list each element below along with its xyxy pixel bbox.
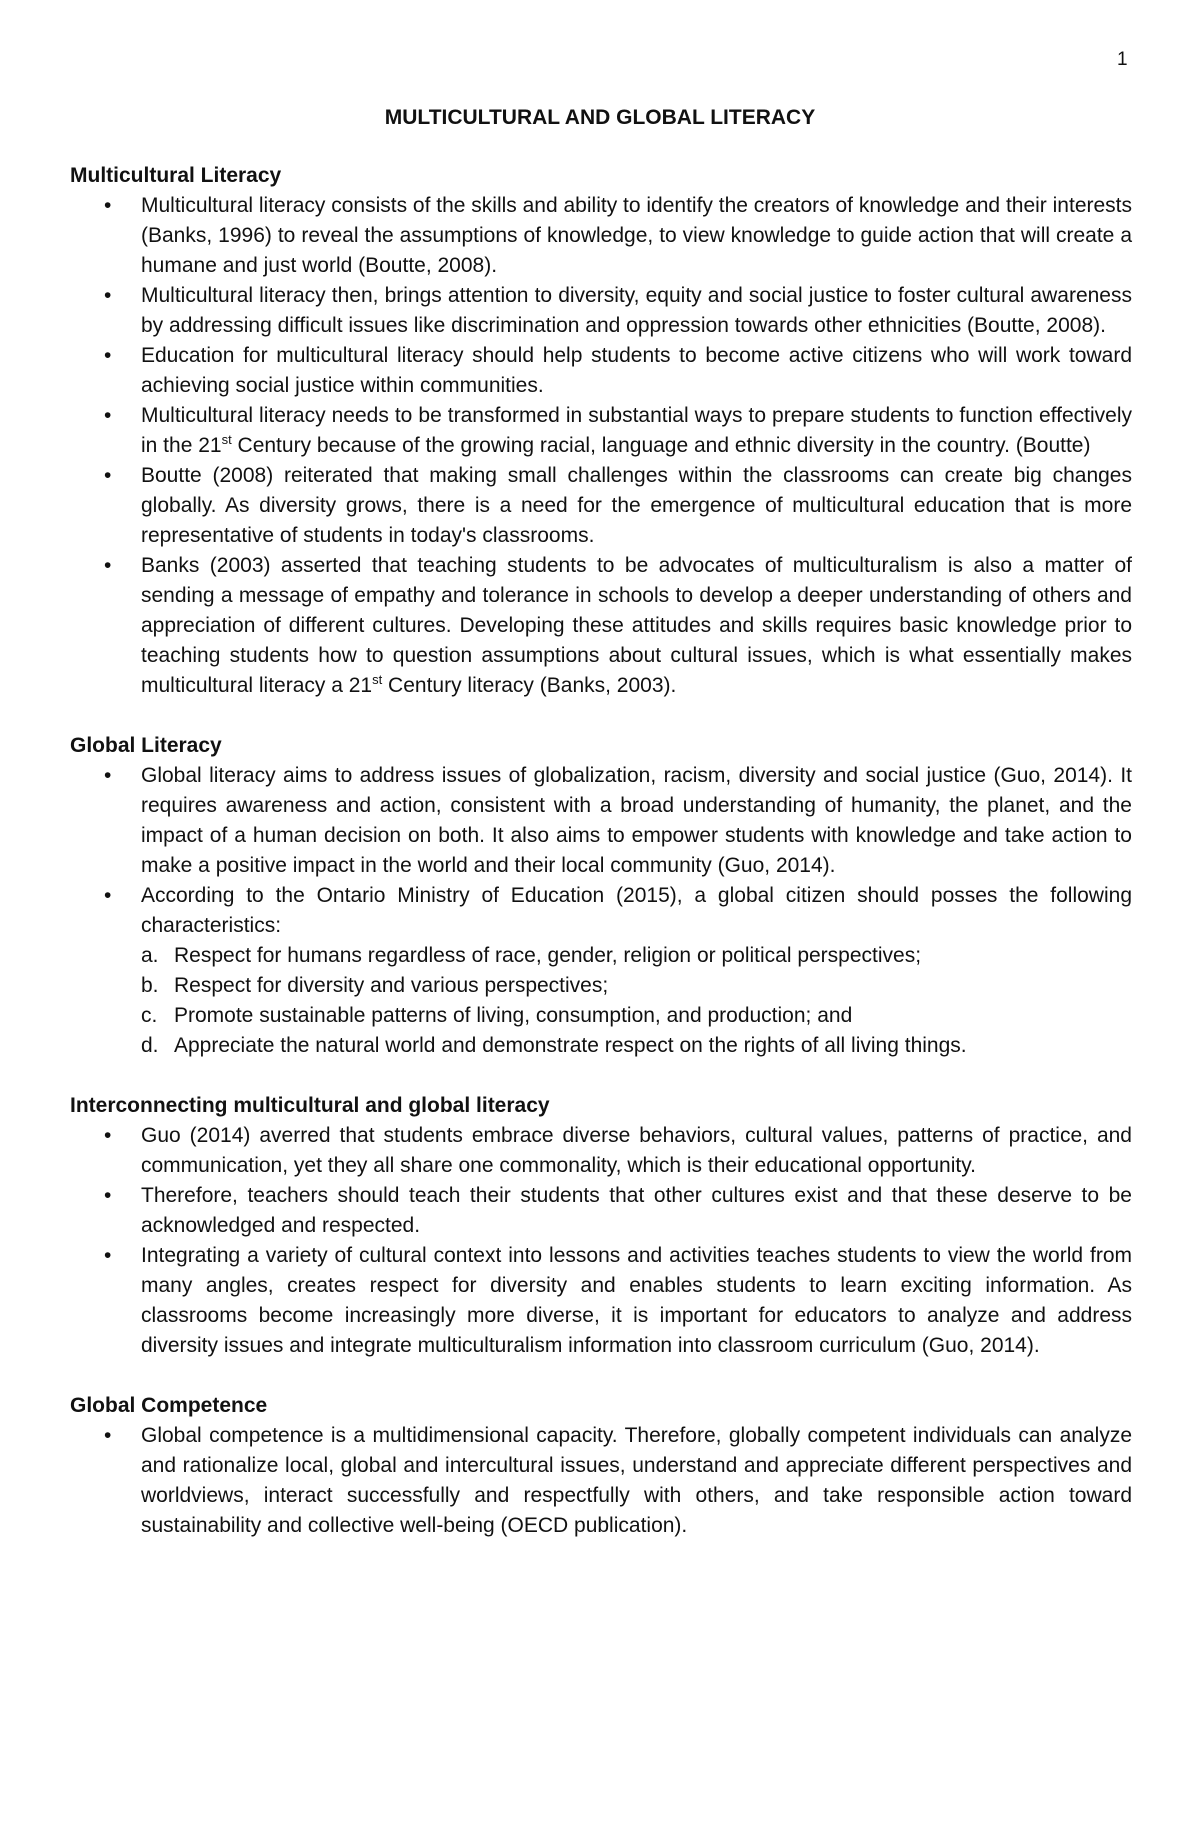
bullet-icon: • bbox=[104, 1124, 112, 1147]
characteristic-item bbox=[141, 1031, 1132, 1061]
bullet-icon: • bbox=[104, 1184, 112, 1207]
characteristic-text: Appreciate the natural world and demonstrate respect on the rights of all living things. bbox=[174, 1034, 967, 1057]
bullet-icon: • bbox=[104, 284, 112, 307]
characteristic-text: Respect for humans regardless of race, gender, religion or political perspectives; bbox=[174, 944, 922, 967]
list-item-text: Education for multicultural literacy should help students to become active citizens who will work toward achieving social justice within communities. bbox=[141, 344, 1132, 397]
bullet-list bbox=[70, 1421, 1132, 1541]
bullet-icon: • bbox=[104, 464, 112, 487]
list-item-text: Integrating a variety of cultural context into lessons and activities teaches students to view the world from many angles, creates respect for diversity and enables students to learn exciting information. As classrooms become increasingly more diverse, it is important for educators to analyze and address diversity issues and integrate multiculturalism information into classroom curriculum (Guo, 2014). bbox=[141, 1244, 1132, 1357]
bullet-list bbox=[70, 1121, 1132, 1361]
bullet-icon: • bbox=[104, 764, 112, 787]
list-item bbox=[70, 191, 1132, 281]
list-item bbox=[70, 461, 1132, 551]
list-marker: c. bbox=[141, 1004, 158, 1027]
characteristic-item bbox=[141, 1001, 1132, 1031]
list-marker: b. bbox=[141, 974, 159, 997]
list-item bbox=[70, 401, 1132, 461]
list-item bbox=[70, 881, 1132, 1061]
page-number: 1 bbox=[1117, 49, 1128, 70]
section-interconnecting bbox=[70, 1091, 1132, 1361]
characteristic-text: Promote sustainable patterns of living, consumption, and production; and bbox=[174, 1004, 853, 1027]
list-item bbox=[70, 1121, 1132, 1181]
list-item bbox=[70, 761, 1132, 881]
bullet-icon: • bbox=[104, 554, 112, 577]
list-marker: a. bbox=[141, 944, 159, 967]
superscript: st bbox=[221, 432, 232, 447]
list-item bbox=[70, 1181, 1132, 1241]
bullet-icon: • bbox=[104, 1244, 112, 1267]
bullet-icon: • bbox=[104, 884, 112, 907]
list-item-text: Boutte (2008) reiterated that making small challenges within the classrooms can create big changes globally. As diversity grows, there is a need for the emergence of multicultural education that is more representative of students in today's classrooms. bbox=[141, 464, 1132, 547]
list-item bbox=[70, 551, 1132, 701]
document-title: MULTICULTURAL AND GLOBAL LITERACY bbox=[384, 106, 816, 129]
section-heading: Multicultural Literacy bbox=[70, 164, 282, 187]
superscript: st bbox=[372, 672, 383, 687]
list-marker: d. bbox=[141, 1034, 159, 1057]
bullet-icon: • bbox=[104, 1424, 112, 1447]
list-item-text bbox=[141, 554, 1132, 697]
section-heading: Global Literacy bbox=[70, 734, 222, 757]
list-item-text: According to the Ontario Ministry of Education (2015), a global citizen should posses the following characteristics: bbox=[141, 884, 1132, 937]
section-multicultural-literacy bbox=[70, 161, 1132, 701]
list-item bbox=[70, 1421, 1132, 1541]
list-item-text: Guo (2014) averred that students embrace diverse behaviors, cultural values, patterns of practice, and communication, yet they all share one commonality, which is their educational opportunity. bbox=[141, 1124, 1132, 1177]
list-item bbox=[70, 341, 1132, 401]
bullet-list bbox=[70, 191, 1132, 701]
bullet-icon: • bbox=[104, 194, 112, 217]
characteristic-item bbox=[141, 941, 1132, 971]
list-item bbox=[70, 1241, 1132, 1361]
text-fragment: Multicultural literacy needs to be transformed in substantial ways to prepare students to function effectively in the 21 bbox=[141, 404, 1132, 457]
document-body bbox=[70, 161, 1132, 1571]
bullet-icon: • bbox=[104, 344, 112, 367]
text-fragment: Century because of the growing racial, language and ethnic diversity in the country. (Boutte) bbox=[231, 434, 1091, 457]
list-item-text: Multicultural literacy then, brings attention to diversity, equity and social justice to foster cultural awareness by addressing difficult issues like discrimination and oppression towards other ethnicities (Boutte, 2008). bbox=[141, 284, 1132, 337]
list-item-text: Multicultural literacy consists of the skills and ability to identify the creators of knowledge and their interests (Banks, 1996) to reveal the assumptions of knowledge, to view knowledge to guide action that will create a humane and just world (Boutte, 2008). bbox=[141, 194, 1132, 277]
text-fragment: Banks (2003) asserted that teaching students to be advocates of multiculturalism is also a matter of sending a message of empathy and tolerance in schools to develop a deeper understanding of others and appreciation of different cultures. Developing these attitudes and skills requires basic knowledge prior to teaching students how to question assumptions about cultural issues, which is what essentially makes multicultural literacy a 21 bbox=[141, 554, 1132, 697]
section-global-competence bbox=[70, 1391, 1132, 1541]
characteristic-text: Respect for diversity and various perspectives; bbox=[174, 974, 609, 997]
bullet-list bbox=[70, 761, 1132, 1061]
list-item bbox=[70, 281, 1132, 341]
list-item-text: Therefore, teachers should teach their students that other cultures exist and that these deserve to be acknowledged and respected. bbox=[141, 1184, 1132, 1237]
list-item-text: Global literacy aims to address issues of globalization, racism, diversity and social justice (Guo, 2014). It requires awareness and action, consistent with a broad understanding of humanity, the planet, and the impact of a human decision on both. It also aims to empower students with knowledge and take action to make a positive impact in the world and their local community (Guo, 2014). bbox=[141, 764, 1132, 877]
bullet-icon: • bbox=[104, 404, 112, 427]
list-item-text: Global competence is a multidimensional capacity. Therefore, globally competent individuals can analyze and rationalize local, global and intercultural issues, understand and appreciate different perspectives and worldviews, interact successfully and respectfully with others, and take responsible action toward sustainability and collective well-being (OECD publication). bbox=[141, 1424, 1132, 1537]
section-heading: Interconnecting multicultural and global literacy bbox=[70, 1094, 550, 1117]
list-item-text bbox=[141, 404, 1132, 457]
section-global-literacy bbox=[70, 731, 1132, 1061]
characteristic-item bbox=[141, 971, 1132, 1001]
text-fragment: Century literacy (Banks, 2003). bbox=[382, 674, 677, 697]
characteristics-list bbox=[141, 941, 1132, 1061]
section-heading: Global Competence bbox=[70, 1394, 268, 1417]
